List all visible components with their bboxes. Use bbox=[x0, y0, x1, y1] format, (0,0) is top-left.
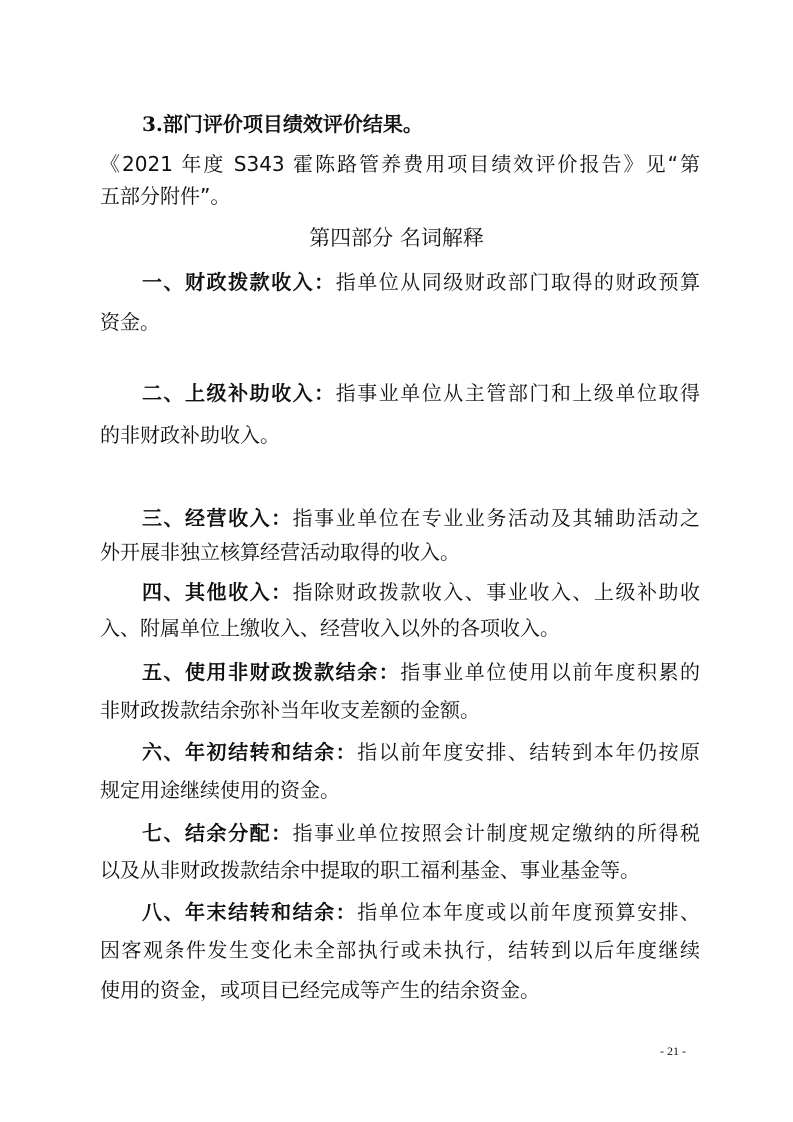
term-text: 指事业单位从主管部门和上级单位取得 bbox=[335, 381, 701, 405]
term-definition-1 bbox=[142, 268, 700, 296]
term-definition-2 bbox=[142, 379, 700, 407]
term-definition-8 bbox=[142, 898, 700, 926]
report-reference-line2: 五部分附件”。 bbox=[100, 184, 231, 208]
term-label: 八、年末结转和结余： bbox=[142, 900, 358, 924]
term-text: 指事业单位使用以前年度积累的 bbox=[400, 660, 701, 684]
section-heading: 第四部分 名词解释 bbox=[309, 226, 484, 250]
term-text: 指事业单位在专业业务活动及其辅助活动之 bbox=[292, 506, 701, 530]
term-label: 五、使用非财政拨款结余： bbox=[142, 660, 401, 684]
term-definition-3 bbox=[142, 504, 700, 532]
page-number: - 21 - bbox=[660, 1044, 686, 1058]
term-text: 指单位本年度或以前年度预算安排、 bbox=[357, 900, 701, 924]
term-continuation: 规定用途继续使用的资金。 bbox=[100, 778, 340, 802]
term-continuation: 非财政拨款结余弥补当年收支差额的金额。 bbox=[100, 698, 480, 722]
term-continuation: 的非财政补助收入。 bbox=[100, 423, 280, 447]
term-continuation: 以及从非财政拨款结余中提取的职工福利基金、事业基金等。 bbox=[100, 858, 640, 882]
term-continuation: 资金。 bbox=[100, 310, 160, 334]
term-text: 指以前年度安排、结转到本年仍按原 bbox=[357, 740, 701, 764]
term-definition-7 bbox=[142, 819, 700, 847]
term-definition-6 bbox=[142, 738, 700, 766]
term-label: 四、其他收入： bbox=[142, 580, 293, 604]
term-label: 一、财政拨款收入： bbox=[142, 270, 336, 294]
term-continuation: 因客观条件发生变化未全部执行或未执行，结转到以后年度继续 bbox=[100, 938, 700, 962]
term-definition-4 bbox=[142, 578, 700, 606]
term-text: 指除财政拨款收入、事业收入、上级补助收 bbox=[292, 580, 701, 604]
term-label: 七、结余分配： bbox=[142, 821, 293, 845]
item-3-heading: 3.部门评价项目绩效评价结果。 bbox=[142, 112, 423, 136]
term-definition-5 bbox=[142, 658, 700, 686]
term-label: 二、上级补助收入： bbox=[142, 381, 336, 405]
term-continuation: 使用的资金，或项目已经完成等产生的结余资金。 bbox=[100, 978, 540, 1002]
term-label: 三、经营收入： bbox=[142, 506, 293, 530]
report-reference-line1: 《2021 年度 S343 霍陈路管养费用项目绩效评价报告》见“第 bbox=[100, 152, 700, 176]
term-text: 指单位从同级财政部门取得的财政预算 bbox=[335, 270, 701, 294]
term-text: 指事业单位按照会计制度规定缴纳的所得税 bbox=[292, 821, 701, 845]
term-continuation: 入、附属单位上缴收入、经营收入以外的各项收入。 bbox=[100, 616, 560, 640]
term-label: 六、年初结转和结余： bbox=[142, 740, 358, 764]
term-continuation: 外开展非独立核算经营活动取得的收入。 bbox=[100, 540, 460, 564]
